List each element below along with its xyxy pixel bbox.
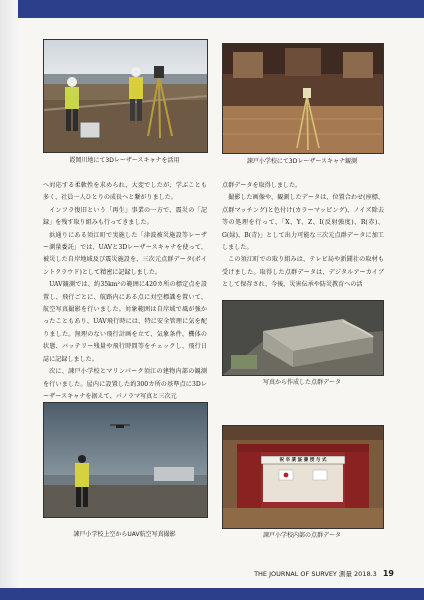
right-paragraph: 撮影した画像や、観測したデータは、位置合わせ(座標、点群マッチング)と色付け(カラーマッピング)、ノイズ除去等の処理を行って、「X、Y、Z、I(反射強度)、R(赤)、G(緑)、B(青)」として出力可能な三次元点群データに加工しました。 (222, 194, 384, 252)
uav-illustration (44, 403, 207, 517)
photo-point-cloud-aerial (222, 300, 384, 376)
caption-photo-4: 諫戸小学校上空からUAV航空写真撮影 (73, 531, 176, 538)
left-paragraph: 次に、諫戸小学校とマリンパーク須江の建物内部の観測を行いました。屋内に設置した約300カ所の基準点に3Dレーザースキャナを据えて、パノラマ写真と三次元 (43, 368, 207, 400)
caption-photo-5: 諫戸小学校内部の点群データ (262, 532, 341, 539)
photo-school-scanner (222, 43, 384, 154)
left-paragraph: インフラ復旧という「再生」事業の一方で、震災の「記録」を残す取り組みも行ってきました。 (43, 206, 207, 227)
left-column-text (43, 180, 207, 403)
bottom-color-band (0, 588, 424, 600)
stage-banner-text: 祝 卒 業 証 書 授 与 式 (279, 458, 327, 463)
caption-photo-2: 諫戸小学校にて3Dレーザースキャナ観測 (246, 158, 358, 165)
stage-illustration (223, 426, 383, 528)
right-paragraph: 点群データを取得しました。 (222, 182, 302, 189)
top-color-band (0, 0, 424, 18)
photo-school-interior-point-cloud (222, 425, 384, 529)
page-footer (254, 569, 394, 578)
left-paragraph: UAV観測では、約35km²の範囲に420カ所の標定点を設置し、飛行ごとに、航路内にある点に対空標識を置いて、航空写真撮影を行いました。対象範囲は自岸域で風が強かったこともあり、UAV飛行時には、特に安全管理に気を配りました。無理のない飛行計画を立て、気象条件、機体の状態、バッテリー残量や飛行時間等をチェックし、飛行日誌に記録しました。 (43, 281, 207, 363)
point-cloud-illustration (223, 301, 383, 375)
right-paragraph: この須江町での取り組みは、テレビ局や新聞社の取材も受けました。取得した点群データは、デジタルアーカイブとして保存され、今後、災害伝承や防災教育への活 (222, 256, 384, 289)
photo-uav-operator (43, 402, 208, 518)
caption-photo-3: 写真から作成した点群データ (262, 379, 341, 386)
binding-shadow (0, 0, 18, 600)
hall-scan-illustration (223, 44, 383, 153)
photo-laser-scanner-field (43, 39, 208, 153)
caption-photo-1: 霞岡川地にて3Dレーザースキャナを活用 (69, 157, 180, 164)
journal-name: THE JOURNAL OF SURVEY 測量 2018.3 (254, 570, 377, 578)
page-number: 19 (382, 569, 394, 578)
field-survey-illustration (44, 40, 207, 152)
left-paragraph: 浜通りにある須江町で実施した「津波被災施設等レーザー測量委託」では、UAVと3Dレーザースキャナを使って、被災した自岸地域及び震災施設を、三次元点群データ(ポイントクラウド)として精密に記録しました。 (43, 231, 207, 276)
left-paragraph: へ対応する柔軟性を求められ、大変でしたが、学ぶことも多く、社員一人ひとりの成長へと繋がりました。 (43, 182, 207, 202)
right-column-text (222, 180, 384, 292)
